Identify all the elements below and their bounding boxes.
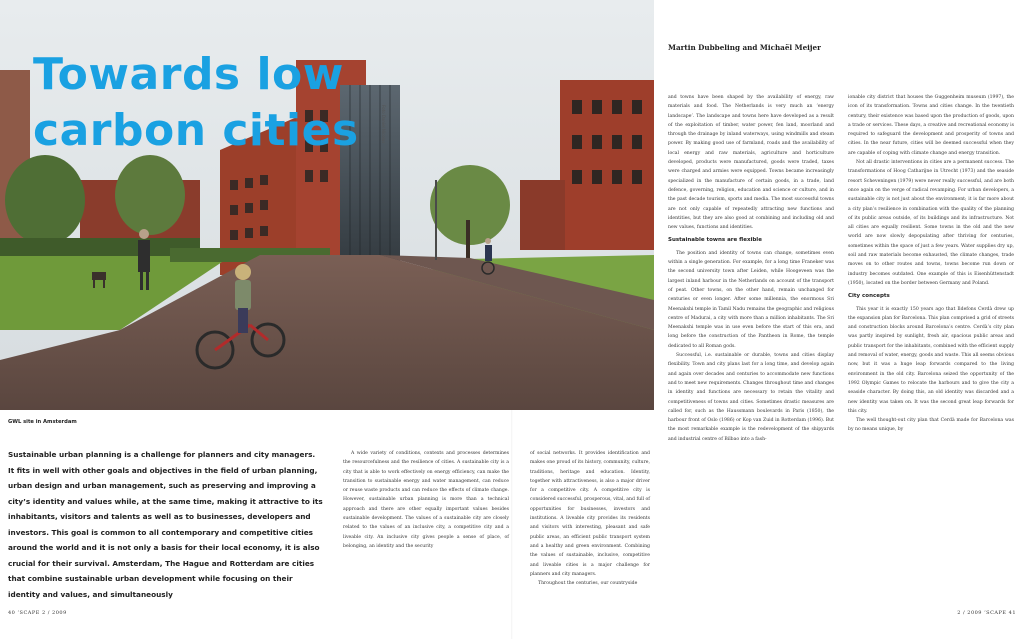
body-paragraph: The well thought-out city plan that Cerdà made for Barcelona was by no means unique, by (848, 418, 1014, 433)
photo-caption: GWL site in Amsterdam (8, 419, 77, 425)
body-paragraph: and towns have been shaped by the availability of energy, raw materials and food. The Netherlands is very much an ‘energy landscape’. The landscape and towns here have developed as a result of the exploitation of timber, water power, fen land, moorland and through the drainage by inland waterways, using windmills and steam power. By making good use of farmland, roads and the availability of local energy and raw materials, agriculture and horticulture developed, products were manufactured, goods were traded, taxes were charged and armies were equipped. Towns became increasingly specialized in the manufacture of certain goods, in a trade, land defence, governing, religion, education and science or culture, and in the past decade tourism, sports and media. The most successful towns are not only capable of repeatedly attracting new functions and identities, but they are also good at combining and including old and new values, functions and identities. (668, 95, 834, 231)
text-column-4 (848, 93, 1014, 435)
body-paragraph: A wide variety of conditions, contexts and processes determines the resourcefulness and the resilience of cities. A sustainable city is a city that is able to work effectively on energy efficiency, can make the transition to sustainable energy and water management, can reduce or reuse waste products and can reduce the effects of climate change. However, sustainable urban planning is more than a technical approach and there are other equally important values besides sustainable development. The values of a sustainable city are closely related to the values of an inclusive city, a competitive city and a liveable city. An inclusive city gives people a sense of place, of belonging, an identity and the security (343, 451, 509, 549)
section-heading: Sustainable towns are flexible (668, 237, 762, 244)
title-line-2: carbon cities (33, 105, 359, 156)
title-line-1: Towards low (33, 49, 344, 100)
text-column-3 (668, 93, 834, 444)
folio-right: 2 / 2009 ’SCAPE 41 (957, 610, 1016, 616)
body-paragraph: of social networks. It provides identification and makes one proud of its history, community, culture, traditions, heritage and education. Identity, together with attractiveness, is also a major driver for a competitive city. A competitive city is considered successful, prosperous, vital, and full of opportunities for businesses, investors and institutions. A liveable city provides its residents and visitors with interesting, pleasant and safe public areas, an efficient public transport system and a healthy and green environment. Combining the values of sustainable, inclusive, competitive and liveable cities is a major challenge for planners and city managers. (530, 451, 650, 577)
folio-left: 40 ’SCAPE 2 / 2009 (8, 610, 67, 616)
photo-credit: Foto Daniel Nicolas (381, 105, 386, 144)
text-column-2 (530, 449, 650, 588)
article-authors: Martin Dubbeling and Michaël Meijer (668, 43, 821, 52)
article-title (33, 47, 359, 159)
body-paragraph: This year it is exactly 150 years ago that Ildefons Cerdà drew up the expansion plan for Barcelona. This plan comprised a grid of streets and construction blocks around Barcelona’s centre. Cerdà’s city plan was partly inspired by sunlight, fresh air, spacious public areas and public transport for the inhabitants, combined with the efficient supply and removal of water, energy, goods and waste. This all seems obvious now, but it was a huge leap forwards compared to the living environment in the old city. Barcelona seized the opportunity of the 1992 Olympic Games to relocate the harbours and to give the city a seaside character. By doing this, an old identity was discarded and a new identity was taken on. It was the second great leap forwards for this city. (848, 306, 1014, 414)
body-paragraph: Not all drastic interventions in cities are a permanent success. The transformations of Hoog Catharijne in Utrecht (1973) and the seaside resort Scheveningen (1979) were never really successful, and are both once again on the verge of radical revamping. For urban developers, a sustainable city is not just about the environment; it is far more about a city plan’s resilience in combination with the quality of the planning of its public areas outside, of its buildings and its infrastructure. Not all cities are equally resilient. Some towns in the old and the new world are now slowly depopulating after thriving for centuries, sometimes within the space of just a few years. Water supplies dry up, soil and raw materials become exhausted, the climate changes, trade moves on to other routes and towns, towns become run down or industry becomes outdated. One example of this is Eisenhüttenstadt (1950), located on the border between Germany and Poland. (848, 160, 1014, 286)
text-column-1 (343, 449, 509, 551)
body-paragraph: ionable city district that houses the Guggenheim museum (1997), the icon of its transformation. Towns and cities change. In the twentieth century, their existence was based upon the production of goods, upon a trade or services. These days, a creative and recreational economy is required to safeguard the development and prosperity of towns and cities. In the near future, cities will be deemed successful when they are capable of coping with climate change and energy transition. (848, 95, 1014, 156)
body-paragraph: Successful, i.e. sustainable or durable, towns and cities display flexibility. Town and city plans last for a long time, and develop again and again over decades and centuries to accommodate new functions and to meet new requirements. Changes throughout time and changes in identity and functions are necessary to retain the vitality and competitiveness of towns and cities. Sometimes drastic measures are called for, such as the Haussmann boulevards in Paris (1850), the harbour front of Oslo (1986) or Kop van Zuid in Rotterdam (1996). But the most remarkable example is the redevelopment of the shipyards and industrial centre of Bilbao into a fash- (668, 353, 834, 442)
lead-paragraph: Sustainable urban planning is a challenge for planners and city managers. It fits in well with other goals and objectives in the field of urban planning, urban design and urban management, such as preserving and improving a city’s identity and values while, at the same time, making it attractive to its inhabitants, visitors and talents as well as to businesses, developers and investors. This goal is common to all contemporary and competitive cities around the world and it is not only a basis for their local economy, it is also crucial for their survival. Amsterdam, The Hague and Rotterdam are cities that combine sustainable urban development while focusing on their identity and values, and simultaneously (8, 450, 323, 599)
body-paragraph: The position and identity of towns can change, sometimes even within a single generation. For example, for a long time Franeker was the second university town after Leiden, while Hoogeveen was the largest inland harbour in the Netherlands on account of the transport of peat. Other towns, on the other hand, remain unchanged for centuries or even longer. After some millennia, the enormous Sri Meenakshi temple in Tamil Nadu remains the geographic and religious centre of Madurai, a city with more than a million inhabitants. The Sri Meenakshi temple was in use even before the start of this era, and long before the construction of the Pantheon in Rome, the temple dedicated to all Roman gods. (668, 250, 834, 349)
body-paragraph: Throughout the centuries, our countryside (538, 581, 638, 587)
section-heading: City concepts (848, 293, 890, 300)
